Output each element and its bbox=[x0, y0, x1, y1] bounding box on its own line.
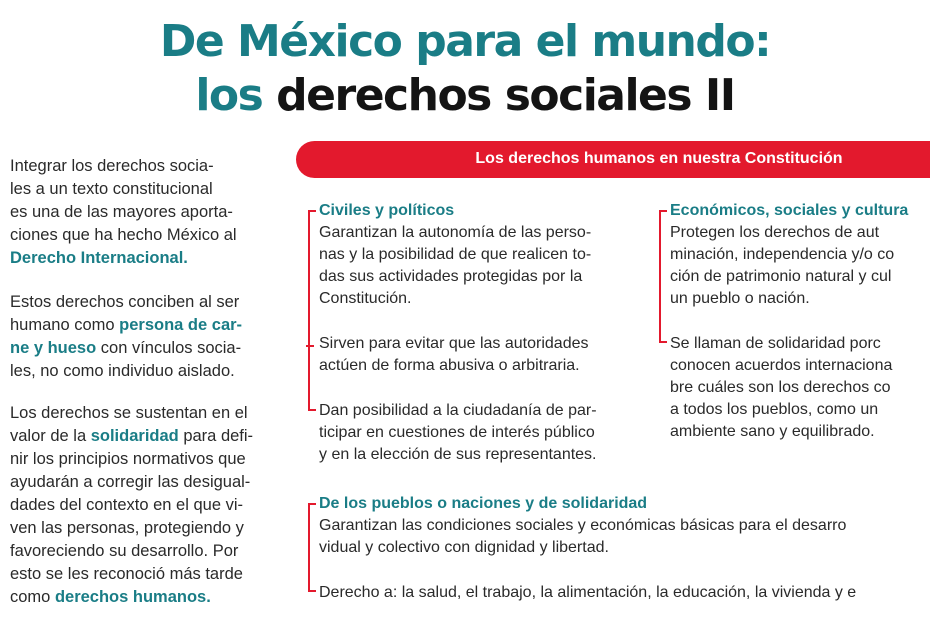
intro-paragraph-1 bbox=[10, 155, 275, 270]
highlight-derechos-humanos: derechos humanos. bbox=[54, 588, 211, 606]
text-line bbox=[10, 314, 275, 337]
section-banner bbox=[296, 141, 930, 178]
text-line bbox=[10, 586, 275, 609]
text-line: Dan posibilidad a la ciudadanía de par- bbox=[319, 402, 597, 419]
section-civiles-politicos bbox=[319, 200, 597, 466]
text-line: ambiente sano y equilibrado. bbox=[670, 423, 875, 440]
highlight-solidaridad: solidaridad bbox=[90, 427, 179, 445]
text-line: Integrar los derechos socia- bbox=[10, 157, 214, 175]
title-word-los: los bbox=[195, 70, 263, 121]
text-line: Garantizan las condiciones sociales y económicas básicas para el desarro bbox=[319, 517, 847, 534]
banner-title: Los derechos humanos en nuestra Constitución bbox=[475, 150, 843, 167]
text-line bbox=[10, 247, 275, 270]
text-line: favoreciendo su desarrollo. Por bbox=[10, 542, 239, 560]
text-fragment: para defi- bbox=[178, 427, 254, 445]
section-economicos bbox=[670, 200, 908, 443]
text-line: actúen de forma abusiva o arbitraria. bbox=[319, 357, 580, 374]
text-line: Se llaman de solidaridad porc bbox=[670, 335, 881, 352]
text-line: vidual y colectivo con dignidad y libertad. bbox=[319, 539, 609, 556]
bracket-economicos bbox=[659, 210, 669, 343]
bracket-pueblos bbox=[308, 503, 318, 592]
text-line: esto se les reconoció más tarde bbox=[10, 565, 243, 583]
text-line: minación, independencia y/o co bbox=[670, 246, 895, 263]
section-pueblos bbox=[319, 493, 856, 604]
highlight-carne-hueso: ne y hueso bbox=[10, 339, 97, 357]
text-line: dades del contexto en el que vi- bbox=[10, 496, 243, 514]
text-fragment: valor de la bbox=[10, 427, 91, 445]
text-line: Constitución. bbox=[319, 290, 412, 307]
text-line bbox=[10, 425, 275, 448]
text-line: ayudarán a corregir las desigual- bbox=[10, 473, 251, 491]
bracket-civiles bbox=[308, 210, 318, 411]
text-fragment: como bbox=[10, 588, 55, 606]
highlight-derecho-internacional: Derecho Internacional. bbox=[10, 249, 188, 267]
text-line: a todos los pueblos, como un bbox=[670, 401, 879, 418]
text-line: das sus actividades protegidas por la bbox=[319, 268, 583, 285]
intro-paragraph-2 bbox=[10, 291, 275, 383]
text-line: les a un texto constitucional bbox=[10, 180, 213, 198]
bracket-tick bbox=[306, 345, 314, 347]
text-line: ciones que ha hecho México al bbox=[10, 226, 237, 244]
text-line: un pueblo o nación. bbox=[670, 290, 810, 307]
title-line-1: De México para el mundo: bbox=[159, 16, 771, 67]
text-line: es una de las mayores aporta- bbox=[10, 203, 233, 221]
title-derechos-sociales: derechos sociales II bbox=[276, 70, 735, 121]
text-line: conocen acuerdos internaciona bbox=[670, 357, 893, 374]
text-line: Garantizan la autonomía de las perso- bbox=[319, 224, 592, 241]
text-line: nas y la posibilidad de que realicen to- bbox=[319, 246, 592, 263]
intro-paragraph-3 bbox=[10, 402, 275, 609]
section-title-economicos: Económicos, sociales y cultura bbox=[670, 202, 909, 219]
section-title-pueblos: De los pueblos o naciones y de solidaridad bbox=[319, 495, 648, 512]
text-line: Derecho a: la salud, el trabajo, la alimentación, la educación, la vivienda y e bbox=[319, 584, 857, 601]
text-line: les, no como individuo aislado. bbox=[10, 362, 235, 380]
text-line: y en la elección de sus representantes. bbox=[319, 446, 597, 463]
text-line: Protegen los derechos de aut bbox=[670, 224, 880, 241]
text-fragment: humano como bbox=[10, 316, 120, 334]
section-title-civiles: Civiles y políticos bbox=[319, 202, 455, 219]
text-line: bre cuáles son los derechos co bbox=[670, 379, 891, 396]
text-line: ticipar en cuestiones de interés público bbox=[319, 424, 595, 441]
text-line: ción de patrimonio natural y cul bbox=[670, 268, 892, 285]
text-line bbox=[10, 337, 275, 360]
text-line: Estos derechos conciben al ser bbox=[10, 293, 240, 311]
title-line-2 bbox=[0, 70, 930, 122]
text-line: ven las personas, protegiendo y bbox=[10, 519, 244, 537]
text-fragment: con vínculos socia- bbox=[96, 339, 242, 357]
text-line: Los derechos se sustentan en el bbox=[10, 404, 248, 422]
text-line: nir los principios normativos que bbox=[10, 450, 246, 468]
text-line: Sirven para evitar que las autoridades bbox=[319, 335, 589, 352]
highlight-persona: persona de car- bbox=[119, 316, 243, 334]
